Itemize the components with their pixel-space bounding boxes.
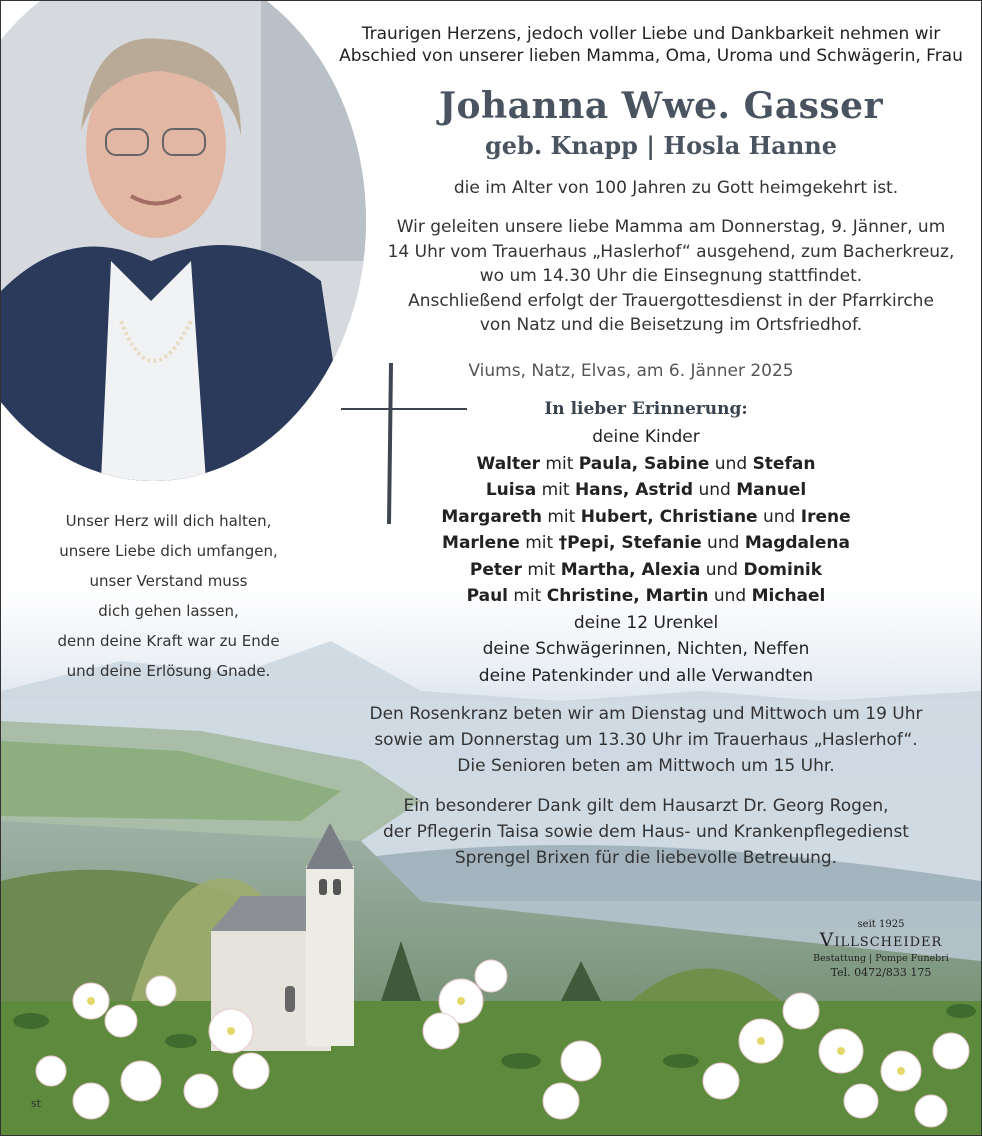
- place-and-date: Viums, Natz, Elvas, am 6. Jänner 2025: [468, 361, 794, 381]
- family-connector: und: [709, 453, 753, 474]
- deceased-name: Johanna Wwe. Gasser: [438, 85, 884, 127]
- logo-brand: Villscheider: [819, 929, 943, 951]
- remembrance-heading: In lieber Erinnerung:: [544, 399, 748, 419]
- family-parent: Marlene: [442, 533, 520, 553]
- logo-tagline: Bestattung | Pompe Funebri: [813, 953, 949, 964]
- family-members: Michael: [751, 586, 826, 606]
- logo-since: seit 1925: [857, 919, 905, 930]
- poem-line: dich gehen lassen,: [98, 602, 239, 620]
- family-connector: und: [693, 480, 737, 500]
- family-line: [431, 583, 861, 610]
- intro-line: Traurigen Herzens, jedoch voller Liebe und Dankbarkeit nehmen wir: [361, 24, 941, 44]
- ceremony-line: 14 Uhr vom Trauerhaus „Haslerhof“ ausgehend, zum Bacherkreuz,: [387, 241, 955, 262]
- ceremony-line: Wir geleiten unsere liebe Mamma am Donnerstag, 9. Jänner, um: [396, 217, 946, 237]
- poem-line: Unser Herz will dich halten,: [65, 512, 272, 530]
- rosary-line: Die Senioren beten am Mittwoch um 15 Uhr.: [457, 756, 835, 776]
- family-connector: und: [757, 506, 801, 527]
- rosary-info: [356, 701, 936, 779]
- family-members: Magdalena: [744, 533, 850, 553]
- family-members: Paula, Sabine: [578, 453, 710, 474]
- thanks-line: der Pflegerin Taisa sowie dem Haus- und Krankenpflegedienst: [383, 822, 909, 842]
- poem-line: denn deine Kraft war zu Ende: [57, 632, 280, 650]
- thanks-text: [356, 793, 936, 871]
- family-connector: und: [701, 533, 745, 553]
- intro-text: [331, 23, 971, 67]
- intro-line: Abschied von unserer lieben Mamma, Oma, Uroma und Schwägerin, Frau: [339, 46, 963, 66]
- family-line: [431, 451, 861, 478]
- family-line: [431, 530, 861, 557]
- poem-line: und deine Erlösung Gnade.: [66, 662, 271, 680]
- family-parent: Paul: [466, 586, 508, 606]
- family-parent: Walter: [476, 453, 541, 474]
- thanks-line: Sprengel Brixen für die liebevolle Betreuung.: [454, 848, 838, 868]
- poem: [31, 506, 306, 686]
- logo-phone: Tel. 0472/833 175: [830, 966, 932, 979]
- in-laws: deine Schwägerinnen, Nichten, Neffen: [482, 639, 810, 659]
- family-members: Manuel: [736, 480, 807, 500]
- children-label: deine Kinder: [592, 427, 700, 447]
- rosary-line: Den Rosenkranz beten wir am Dienstag und Mittwoch um 19 Uhr: [369, 704, 923, 724]
- family-parent: Margareth: [441, 506, 542, 527]
- poem-line: unser Verstand muss: [89, 572, 248, 590]
- family-members: Dominik: [743, 559, 823, 580]
- family-connector: mit: [540, 453, 579, 474]
- family-parent: Peter: [469, 559, 522, 580]
- family-connector: und: [708, 586, 752, 606]
- family-line: [431, 504, 861, 531]
- funeral-home-logo: [796, 919, 966, 979]
- rosary-line: sowie am Donnerstag um 13.30 Uhr im Trauerhaus „Haslerhof“.: [374, 730, 918, 750]
- family-connector: mit: [541, 506, 581, 527]
- ceremony-details: [371, 215, 971, 338]
- family-members: †Pepi, Stefanie: [558, 533, 702, 553]
- godchildren: deine Patenkinder und alle Verwandten: [478, 665, 814, 686]
- ceremony-line: von Natz und die Beisetzung im Ortsfriedhof.: [479, 315, 863, 335]
- family-connector: mit: [521, 559, 561, 580]
- designer-signature: st: [31, 1097, 42, 1110]
- thanks-line: Ein besonderer Dank gilt dem Hausarzt Dr. Georg Rogen,: [403, 796, 889, 816]
- ceremony-line: Anschließend erfolgt der Trauergottesdienst in der Pfarrkirche: [408, 290, 934, 311]
- family-members: Hubert, Christiane: [580, 506, 758, 527]
- family-connector: mit: [508, 586, 547, 606]
- family-members: Christine, Martin: [546, 586, 709, 606]
- family-line: [431, 477, 861, 504]
- family-members: Stefan: [752, 453, 816, 474]
- family-list: [431, 424, 861, 689]
- family-connector: und: [700, 559, 744, 580]
- family-members: Hans, Astrid: [574, 480, 694, 500]
- great-grandchildren: deine 12 Urenkel: [573, 612, 719, 633]
- ceremony-line: wo um 14.30 Uhr die Einsegnung stattfindet.: [479, 266, 863, 286]
- family-members: Martha, Alexia: [560, 559, 701, 580]
- family-members: Irene: [800, 506, 851, 527]
- family-connector: mit: [536, 480, 575, 500]
- family-parent: Luisa: [485, 480, 537, 500]
- family-line: [431, 557, 861, 584]
- deceased-maiden-name: geb. Knapp | Hosla Hanne: [484, 131, 838, 160]
- age-statement: die im Alter von 100 Jahren zu Gott heimgekehrt ist.: [453, 178, 899, 198]
- family-connector: mit: [519, 533, 559, 553]
- poem-line: unsere Liebe dich umfangen,: [59, 542, 278, 560]
